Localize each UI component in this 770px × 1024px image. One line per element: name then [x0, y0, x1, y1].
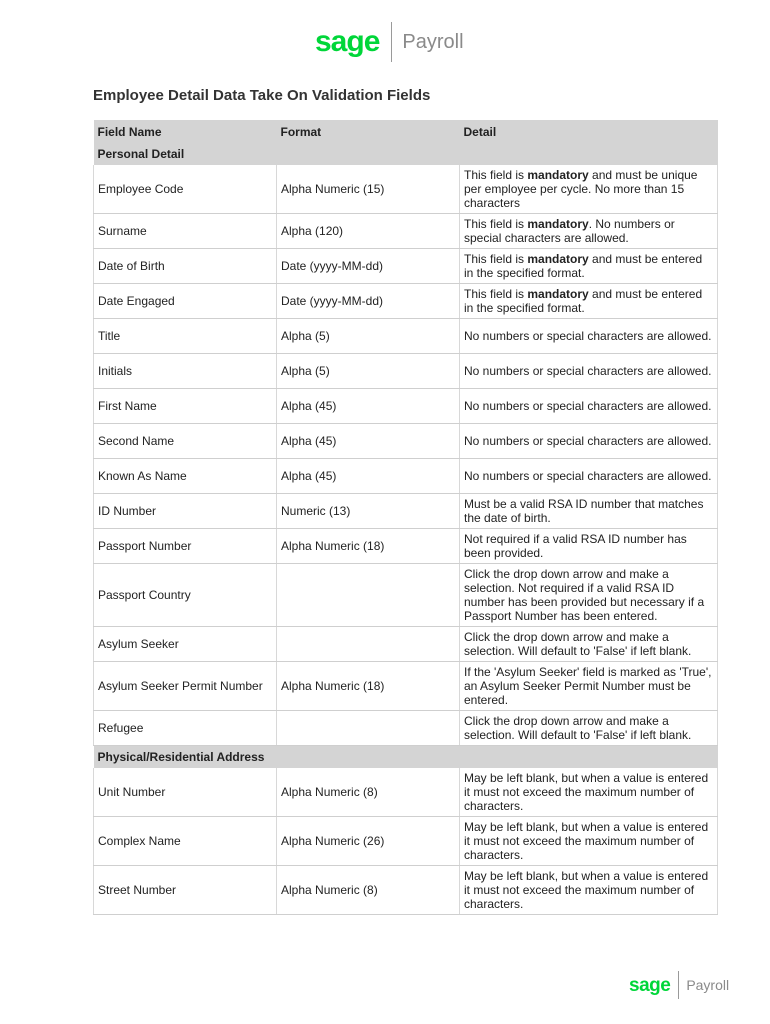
- field-name-cell: Known As Name: [94, 459, 277, 494]
- format-cell: Alpha (45): [277, 459, 460, 494]
- table-row: [94, 319, 718, 354]
- table-row: [94, 424, 718, 459]
- field-name-cell: Complex Name: [94, 817, 277, 866]
- section-header-personal-detail: [94, 143, 718, 165]
- format-cell: Alpha Numeric (18): [277, 529, 460, 564]
- field-name-cell: Passport Number: [94, 529, 277, 564]
- field-name-cell: First Name: [94, 389, 277, 424]
- format-cell: [277, 627, 460, 662]
- format-cell: Alpha Numeric (26): [277, 817, 460, 866]
- detail-cell: No numbers or special characters are allowed.: [460, 389, 718, 424]
- sage-logo-wordmark: sage: [629, 974, 671, 996]
- format-cell: Date (yyyy-MM-dd): [277, 284, 460, 319]
- detail-cell: No numbers or special characters are allowed.: [460, 354, 718, 389]
- column-header-format: Format: [277, 120, 460, 143]
- table-row: [94, 768, 718, 817]
- field-name-cell: Date of Birth: [94, 249, 277, 284]
- format-cell: [277, 564, 460, 627]
- detail-cell: No numbers or special characters are allowed.: [460, 319, 718, 354]
- product-name: Payroll: [402, 31, 464, 53]
- field-name-cell: Asylum Seeker: [94, 627, 277, 662]
- detail-cell: This field is mandatory and must be entered in the specified format.: [460, 249, 718, 284]
- document-title: Employee Detail Data Take On Validation Fields: [93, 87, 431, 104]
- footer-logo: [629, 970, 729, 1000]
- detail-cell: This field is mandatory. No numbers or special characters are allowed.: [460, 214, 718, 249]
- field-name-cell: Passport Country: [94, 564, 277, 627]
- detail-cell: This field is mandatory and must be entered in the specified format.: [460, 284, 718, 319]
- detail-cell: No numbers or special characters are allowed.: [460, 459, 718, 494]
- validation-fields-table: [93, 120, 718, 915]
- sage-logo-wordmark: sage: [315, 25, 380, 58]
- detail-cell: May be left blank, but when a value is entered it must not exceed the maximum number of characters.: [460, 866, 718, 915]
- section-title: Physical/Residential Address: [94, 746, 718, 769]
- mandatory-label: mandatory: [527, 217, 589, 231]
- detail-cell: This field is mandatory and must be unique per employee per cycle. No more than 15 characters: [460, 165, 718, 214]
- field-name-cell: Surname: [94, 214, 277, 249]
- section-header-physical-address: [94, 746, 718, 769]
- table-row: [94, 564, 718, 627]
- table-row: [94, 817, 718, 866]
- detail-cell: May be left blank, but when a value is entered it must not exceed the maximum number of characters.: [460, 817, 718, 866]
- table-row: [94, 389, 718, 424]
- field-name-cell: Second Name: [94, 424, 277, 459]
- detail-cell: Click the drop down arrow and make a selection. Will default to 'False' if left blank.: [460, 627, 718, 662]
- section-title: Personal Detail: [94, 143, 718, 165]
- table-row: [94, 494, 718, 529]
- table-row: [94, 529, 718, 564]
- format-cell: Alpha Numeric (8): [277, 768, 460, 817]
- field-name-cell: ID Number: [94, 494, 277, 529]
- field-name-cell: Title: [94, 319, 277, 354]
- column-header-field-name: Field Name: [94, 120, 277, 143]
- format-cell: Alpha Numeric (15): [277, 165, 460, 214]
- table-row: [94, 711, 718, 746]
- detail-cell: May be left blank, but when a value is entered it must not exceed the maximum number of characters.: [460, 768, 718, 817]
- detail-cell: If the 'Asylum Seeker' field is marked as 'True', an Asylum Seeker Permit Number must be entered.: [460, 662, 718, 711]
- format-cell: Date (yyyy-MM-dd): [277, 249, 460, 284]
- table-header-row: [94, 120, 718, 143]
- format-cell: Alpha (5): [277, 319, 460, 354]
- field-name-cell: Asylum Seeker Permit Number: [94, 662, 277, 711]
- detail-cell: No numbers or special characters are allowed.: [460, 424, 718, 459]
- format-cell: Numeric (13): [277, 494, 460, 529]
- table-row: [94, 627, 718, 662]
- mandatory-label: mandatory: [527, 287, 589, 301]
- format-cell: Alpha (120): [277, 214, 460, 249]
- detail-cell: Must be a valid RSA ID number that matches the date of birth.: [460, 494, 718, 529]
- mandatory-label: mandatory: [527, 252, 589, 266]
- table-row: [94, 866, 718, 915]
- table-row: [94, 165, 718, 214]
- table-row: [94, 284, 718, 319]
- field-name-cell: Date Engaged: [94, 284, 277, 319]
- format-cell: Alpha (45): [277, 389, 460, 424]
- table-row: [94, 459, 718, 494]
- format-cell: Alpha Numeric (18): [277, 662, 460, 711]
- format-cell: Alpha (5): [277, 354, 460, 389]
- field-name-cell: Street Number: [94, 866, 277, 915]
- field-name-cell: Refugee: [94, 711, 277, 746]
- mandatory-label: mandatory: [527, 168, 589, 182]
- format-cell: [277, 711, 460, 746]
- table-row: [94, 249, 718, 284]
- field-name-cell: Initials: [94, 354, 277, 389]
- field-name-cell: Employee Code: [94, 165, 277, 214]
- detail-cell: Click the drop down arrow and make a selection. Not required if a valid RSA ID number has been provided but necessary if a Passport Number has been entered.: [460, 564, 718, 627]
- format-cell: Alpha Numeric (8): [277, 866, 460, 915]
- product-name: Payroll: [686, 977, 730, 993]
- table-row: [94, 214, 718, 249]
- logo-divider: [391, 22, 392, 62]
- logo-divider: [678, 971, 679, 999]
- field-name-cell: Unit Number: [94, 768, 277, 817]
- table-row: [94, 662, 718, 711]
- format-cell: Alpha (45): [277, 424, 460, 459]
- detail-cell: Not required if a valid RSA ID number has been provided.: [460, 529, 718, 564]
- header-logo: [315, 20, 464, 64]
- detail-cell: Click the drop down arrow and make a selection. Will default to 'False' if left blank.: [460, 711, 718, 746]
- table-row: [94, 354, 718, 389]
- column-header-detail: Detail: [460, 120, 718, 143]
